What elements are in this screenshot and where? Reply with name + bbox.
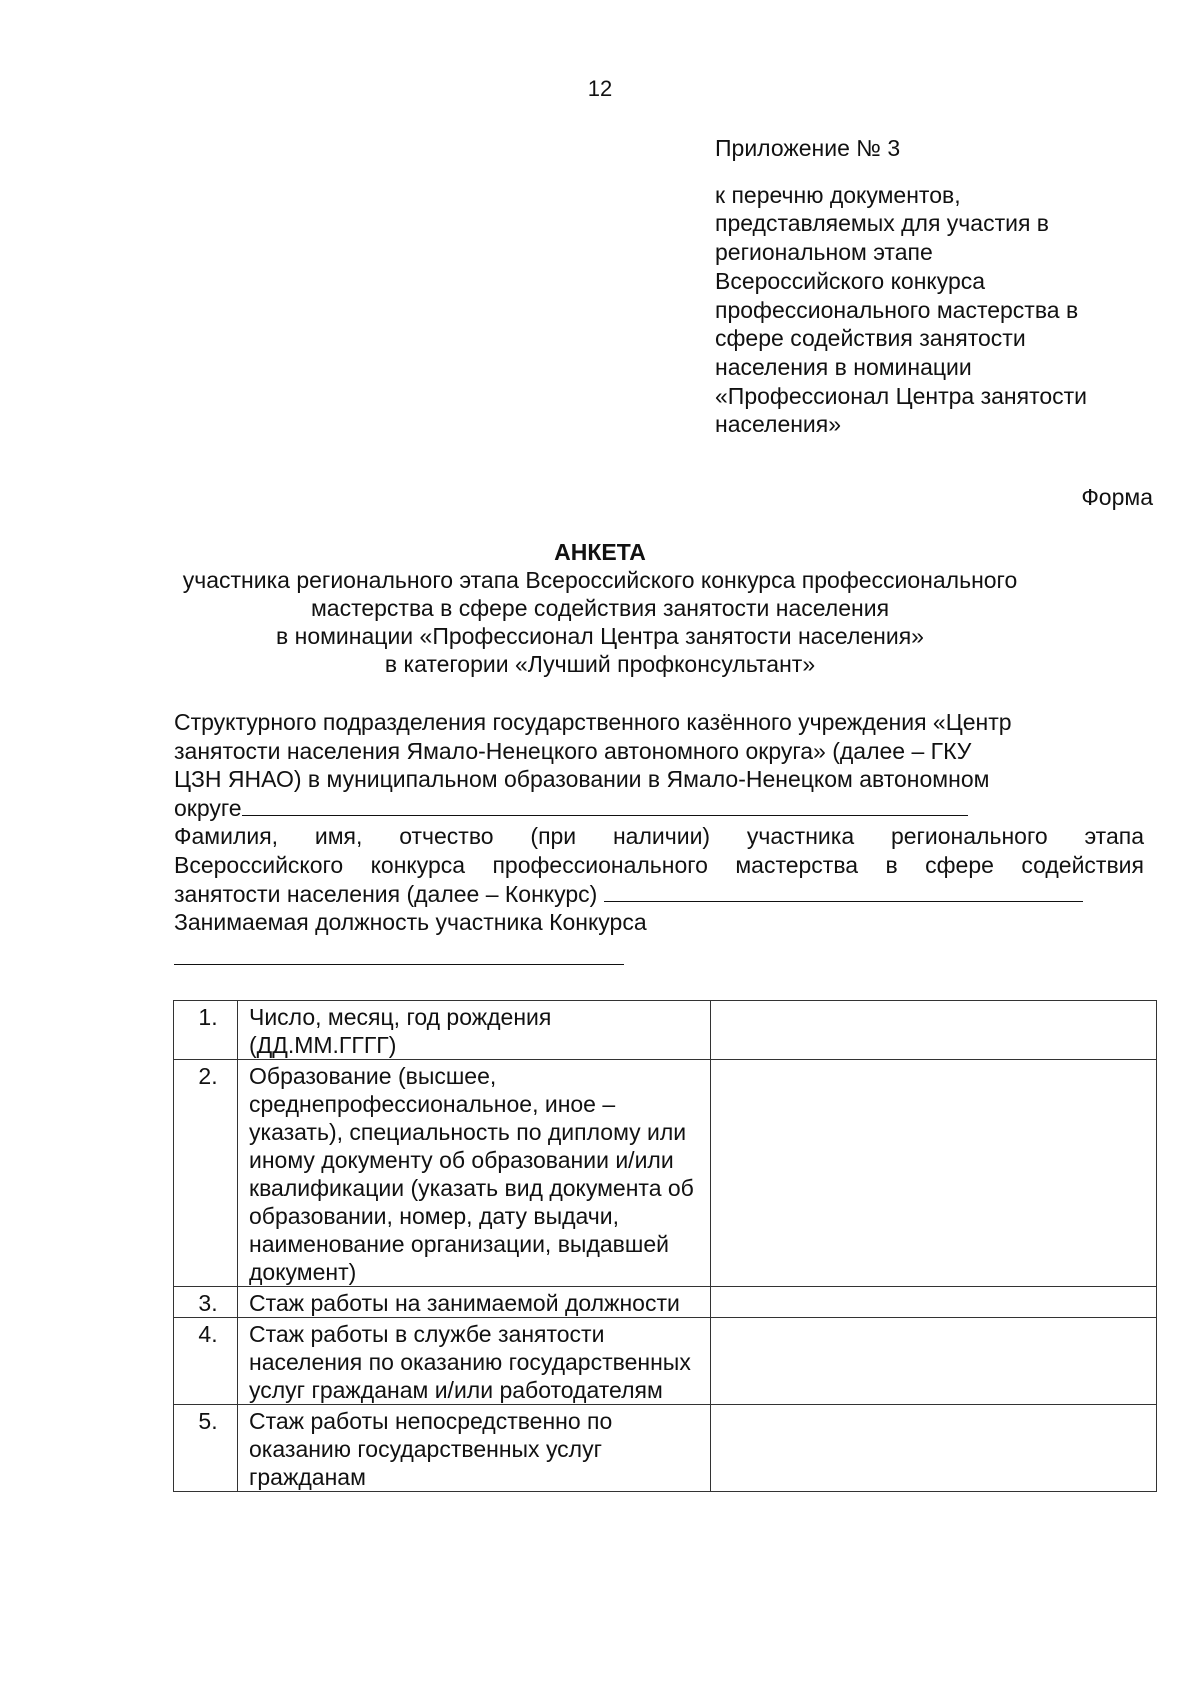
page-number: 12 — [587, 76, 613, 101]
annex-line: представляемых для участия в — [715, 210, 1050, 237]
annex-line: региональном этапе — [715, 239, 933, 266]
annex-line: Всероссийского конкурса — [715, 267, 986, 294]
fio-text-line: Всероссийского конкурса профессионального мастерства в сфере содействия — [174, 851, 1144, 878]
annex-line: населения» — [715, 411, 842, 438]
heading-line: в категории «Лучший профконсультант» — [384, 651, 816, 677]
position-field-row — [174, 943, 1144, 972]
fio-blank-line[interactable] — [604, 881, 1083, 902]
annex-line: сфере содействия занятости — [715, 325, 1026, 352]
row-answer-cell[interactable] — [711, 1060, 1157, 1287]
row-label: Стаж работы на занимаемой должности — [238, 1287, 711, 1318]
annex-line: к перечню документов, — [715, 181, 961, 208]
table-row — [174, 1001, 1157, 1060]
table-row — [174, 1060, 1157, 1287]
fio-text-line: Фамилия, имя, отчество (при наличии) участника регионального этапа — [174, 823, 1144, 850]
row-answer-cell[interactable] — [711, 1287, 1157, 1318]
table-row — [174, 1287, 1157, 1318]
annex-line: профессионального мастерства в — [715, 296, 1079, 323]
form-label: Форма — [1081, 484, 1153, 510]
subdivision-field-row — [174, 794, 1144, 823]
annex-block — [715, 134, 1155, 439]
row-answer-cell[interactable] — [711, 1001, 1157, 1060]
subdivision-text-line: округе — [174, 794, 242, 821]
subdivision-text-line: Структурного подразделения государственного казённого учреждения «Центр — [174, 709, 1012, 735]
table-row — [174, 1318, 1157, 1405]
row-number: 4. — [174, 1318, 238, 1405]
row-label: Образование (высшее, среднепрофессиональное, иное – указать), специальность по диплому или иному документу об образовании и/или квалификации (указать вид документа об образовании, номер, дату выдачи, наименование организации, выдавшей документ) — [238, 1060, 711, 1287]
row-number: 5. — [174, 1405, 238, 1492]
row-label: Число, месяц, год рождения (ДД.ММ.ГГГГ) — [238, 1001, 711, 1060]
annex-title: Приложение № 3 — [715, 135, 901, 161]
row-label: Стаж работы в службе занятости населения по оказанию государственных услуг гражданам и/или работодателям — [238, 1318, 711, 1405]
fio-text-line: занятости населения (далее – Конкурс) — [174, 880, 598, 907]
questionnaire-table — [173, 1000, 1157, 1492]
document-heading — [150, 538, 1050, 678]
subdivision-text-line: ЦЗН ЯНАО) в муниципальном образовании в Ямало-Ненецком автономном — [174, 766, 990, 793]
annex-line: населения в номинации — [715, 353, 972, 380]
row-number: 2. — [174, 1060, 238, 1287]
row-number: 1. — [174, 1001, 238, 1060]
row-answer-cell[interactable] — [711, 1318, 1157, 1405]
annex-line: «Профессионал Центра занятости — [715, 382, 1088, 409]
row-label: Стаж работы непосредственно по оказанию государственных услуг гражданам — [238, 1405, 711, 1492]
table-row — [174, 1405, 1157, 1492]
heading-line: в номинации «Профессионал Центра занятости населения» — [276, 623, 924, 649]
fio-field-row — [174, 880, 1144, 909]
row-answer-cell[interactable] — [711, 1405, 1157, 1492]
form-fields — [174, 708, 1144, 971]
heading-line: участника регионального этапа Всероссийского конкурса профессионального — [182, 567, 1018, 593]
position-blank-line[interactable] — [174, 944, 624, 965]
row-number: 3. — [174, 1287, 238, 1318]
document-title: АНКЕТА — [554, 539, 646, 565]
heading-line: мастерства в сфере содействия занятости населения — [310, 595, 890, 621]
subdivision-blank-line[interactable] — [242, 795, 968, 816]
subdivision-text-line: занятости населения Ямало-Ненецкого автономного округа» (далее – ГКУ — [174, 737, 972, 764]
position-label: Занимаемая должность участника Конкурса — [174, 909, 647, 936]
